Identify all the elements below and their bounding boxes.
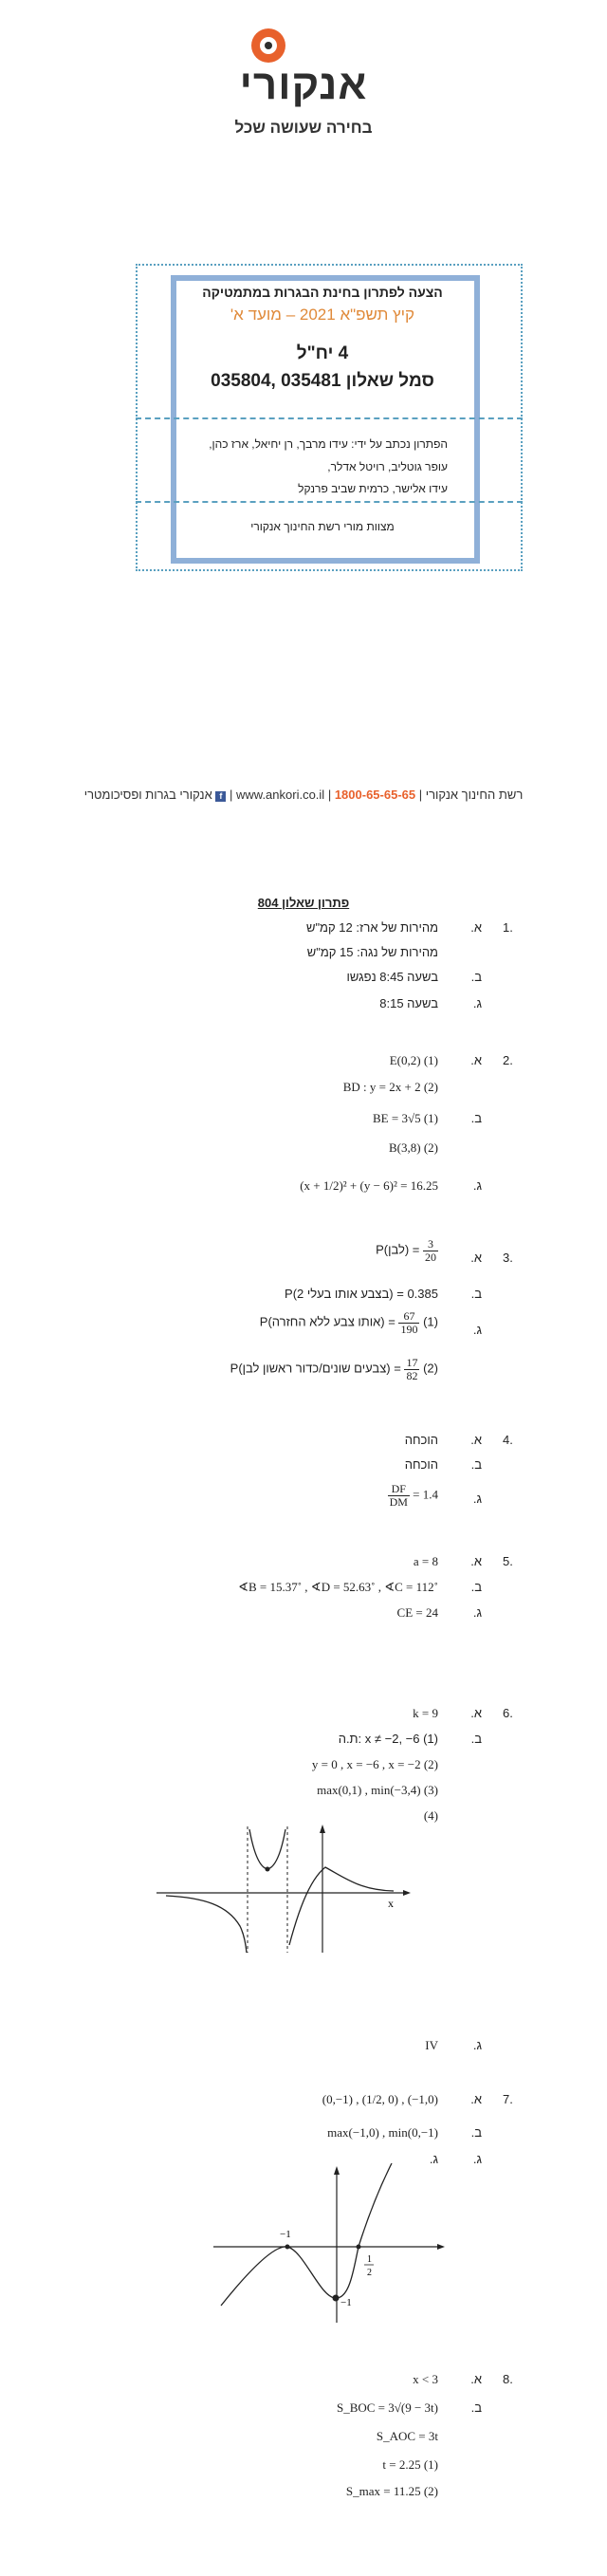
q6-curve-right <box>289 1867 394 1945</box>
q3-label-a: א. <box>470 1251 482 1265</box>
q1-answer-b: בשעה 8:45 נפגשו <box>346 970 438 984</box>
q2-answer-a: E(0,2) (1) <box>389 1053 438 1067</box>
q7-answer-b: max(−1,0) , min(0,−1) <box>327 2125 438 2140</box>
q6-answer-b3: max(0,1) , min(−3,4) (3) <box>317 1783 438 1797</box>
q7-answer-a: (0,−1) , (1/2, 0) , (−1,0) <box>322 2092 438 2106</box>
q4-label-b: ב. <box>470 1457 482 1472</box>
q4-label-a: א. <box>470 1433 482 1447</box>
q3-c1-lhs: P(אותו צבע ללא החזרה) = <box>259 1314 399 1329</box>
q2-answer-b2: B(3,8) (2) <box>389 1140 438 1155</box>
q6-x-label: x <box>388 1897 394 1910</box>
q6-answer-b1: ת.ה: x ≠ −2, −6 (1) <box>338 1732 438 1746</box>
q3-label-b: ב. <box>470 1287 482 1301</box>
q3-c2-num: 17 <box>406 1356 418 1369</box>
q5-answer-b: ∢B = 15.37˚ , ∢D = 52.63˚ , ∢C = 112˚ <box>238 1580 438 1594</box>
q2-label-b: ב. <box>470 1111 482 1125</box>
cover-season: קיץ תשפ"א 2021 – מועד א' <box>230 306 415 324</box>
q5-answer-c: CE = 24 <box>396 1605 438 1620</box>
q7-curve <box>221 2163 392 2306</box>
q7-answer-c: ג. <box>429 2152 438 2166</box>
q3-c2-lhs: P(צבעים שונים/כדור ראשון לבן) = <box>230 1361 405 1376</box>
q3-a-den: 20 <box>425 1250 436 1264</box>
q7-min-point <box>333 2295 340 2302</box>
q1-answer-a2: מהירות של נגה: 15 קמ"ש <box>306 945 438 959</box>
q3-c1-den: 190 <box>400 1322 418 1336</box>
footer-facebook-text[interactable]: אנקורי בגרות ופסיכומטרי <box>83 788 212 802</box>
logo-word: אנקורי <box>239 62 368 108</box>
q6-y-arrow-icon <box>320 1825 325 1833</box>
q3-c2-den: 82 <box>406 1368 418 1382</box>
cover-divider <box>136 417 523 419</box>
q8-label-b: ב. <box>470 2400 482 2415</box>
q2-answer-c: (x + 1/2)² + (y − 6)² = 16.25 <box>300 1178 438 1193</box>
q7-number: 7. <box>503 2092 513 2106</box>
q4-label-c: ג. <box>472 1492 482 1506</box>
q5-number: 5. <box>503 1554 513 1568</box>
q2-label-c: ג. <box>472 1178 482 1193</box>
facebook-icon[interactable]: f <box>215 791 226 802</box>
q3-answer-c2 <box>230 1357 438 1381</box>
q4-c-den: DM <box>389 1494 408 1509</box>
q5-answer-a: a = 8 <box>413 1554 438 1568</box>
q4-answer-c <box>388 1483 438 1508</box>
q1-label-b: ב. <box>470 970 482 984</box>
logo-tagline: בחירה שעושה שכל <box>234 119 373 137</box>
q3-answer-c1 <box>260 1310 438 1335</box>
q7-label-a: א. <box>470 2092 482 2106</box>
q6-label-c: ג. <box>472 2038 482 2052</box>
q8-answer-d: t = 2.25 (1) <box>382 2457 438 2472</box>
q7-label-half-den: 2 <box>367 2268 372 2278</box>
q8-answer-b: S_BOC = 3√(9 − 3t) <box>336 2400 438 2415</box>
footer-phone[interactable]: 1800-65-65-65 <box>334 788 416 802</box>
q7-y-arrow-icon <box>334 2166 340 2175</box>
cover-headline: הצעה לפתרון בחינת הבגרות במתמטיקה <box>202 285 443 300</box>
q3-c1-num: 67 <box>398 1310 419 1324</box>
q2-label-a: א. <box>470 1053 482 1067</box>
cover-divider <box>136 501 523 503</box>
q6-label-b: ב. <box>470 1732 482 1746</box>
q2-number: 2. <box>503 1053 513 1067</box>
q4-answer-a: הוכחה <box>404 1433 438 1447</box>
q6-answer-b4: (4) <box>423 1808 438 1823</box>
q7-graph <box>213 2163 451 2325</box>
ankori-logo <box>218 28 389 138</box>
q3-a-lhs: P(לבן) = <box>376 1242 423 1257</box>
q2-answer-a2: BD : y = 2x + 2 (2) <box>342 1080 438 1094</box>
footer-site[interactable]: | www.ankori.co.il | <box>230 788 332 802</box>
q3-c2-fraction <box>404 1357 419 1381</box>
q1-number: 1. <box>503 920 513 935</box>
cover-credit: מצוות מורי רשת החינוך אנקורי <box>250 520 395 533</box>
q2-answer-b1: BE = 3√5 (1) <box>373 1111 438 1125</box>
q6-curve-middle <box>249 1829 285 1869</box>
q3-a-num: 3 <box>423 1238 438 1251</box>
q4-c-num: DF <box>388 1483 410 1496</box>
cover-authors-2: עופר גוטליב, רויטל אדלר, <box>327 460 448 473</box>
q1-label-c: ג. <box>472 996 482 1010</box>
q6-graph <box>156 1822 422 1955</box>
q3-c1-fraction <box>398 1310 419 1335</box>
q4-number: 4. <box>503 1433 513 1447</box>
q6-answer-c: IV <box>425 2038 438 2052</box>
q6-label-a: א. <box>470 1706 482 1720</box>
q7-label-minus1-x: −1 <box>280 2229 291 2240</box>
cover-authors-3: עידו אלישר, כרמית שביב פרנקל <box>298 482 448 495</box>
solution-title: פתרון שאלון 804 <box>257 896 350 910</box>
q3-answer-b: P(2 בצבע אותו בעלי) = 0.385 <box>285 1287 438 1301</box>
cover-exam-code: סמל שאלון 035481 ,035804 <box>211 371 434 391</box>
q1-answer-a: מהירות של ארז: 12 קמ"ש <box>305 920 438 935</box>
q8-number: 8. <box>503 2372 513 2386</box>
q7-point-left-root <box>285 2245 290 2250</box>
q7-point-right-root <box>357 2245 361 2250</box>
q7-label-minus1-y: −1 <box>340 2297 352 2308</box>
q6-answer-b2: y = 0 , x = −6 , x = −2 (2) <box>311 1757 438 1771</box>
q7-x-arrow-icon <box>437 2244 445 2250</box>
q8-answer-a: x < 3 <box>413 2372 438 2386</box>
q4-answer-b: הוכחה <box>404 1457 438 1472</box>
q3-c2-index: (2) <box>423 1361 438 1376</box>
q5-label-c: ג. <box>472 1605 482 1620</box>
q4-c-rhs: = 1.4 <box>409 1487 438 1502</box>
footer-network: רשת החינוך אנקורי | <box>418 788 524 802</box>
logo-mark-icon <box>251 28 285 63</box>
q3-label-c: ג. <box>472 1323 482 1337</box>
q6-x-arrow-icon <box>403 1890 411 1896</box>
q6-curve-left <box>166 1896 247 1953</box>
contact-footer <box>38 788 569 802</box>
q8-answer-c: S_AOC = 3t <box>376 2429 438 2443</box>
q6-answer-a: k = 9 <box>413 1706 438 1720</box>
q8-answer-e: S_max = 11.25 (2) <box>345 2484 438 2498</box>
q6-min-point <box>266 1867 270 1872</box>
q3-c1-index: (1) <box>423 1314 438 1329</box>
q4-c-fraction <box>388 1483 410 1508</box>
q7-label-b: ב. <box>470 2125 482 2140</box>
q5-label-a: א. <box>470 1554 482 1568</box>
q6-number: 6. <box>503 1706 513 1720</box>
q3-a-fraction <box>423 1238 438 1263</box>
q8-label-a: א. <box>470 2372 482 2386</box>
q7-label-c: ג. <box>472 2152 482 2166</box>
q1-label-a: א. <box>470 920 482 935</box>
q5-label-b: ב. <box>470 1580 482 1594</box>
cover-units: 4 יח"ל <box>296 343 349 363</box>
q3-answer-a <box>376 1238 438 1263</box>
q3-number: 3. <box>503 1251 513 1265</box>
q7-label-half-num: 1 <box>367 2254 372 2265</box>
cover-authors-1: הפתרון נכתב על ידי: עידו מרבך, רן יחיאל, ארז כהן, <box>209 437 448 451</box>
q1-answer-c: בשעה 8:15 <box>379 996 438 1010</box>
